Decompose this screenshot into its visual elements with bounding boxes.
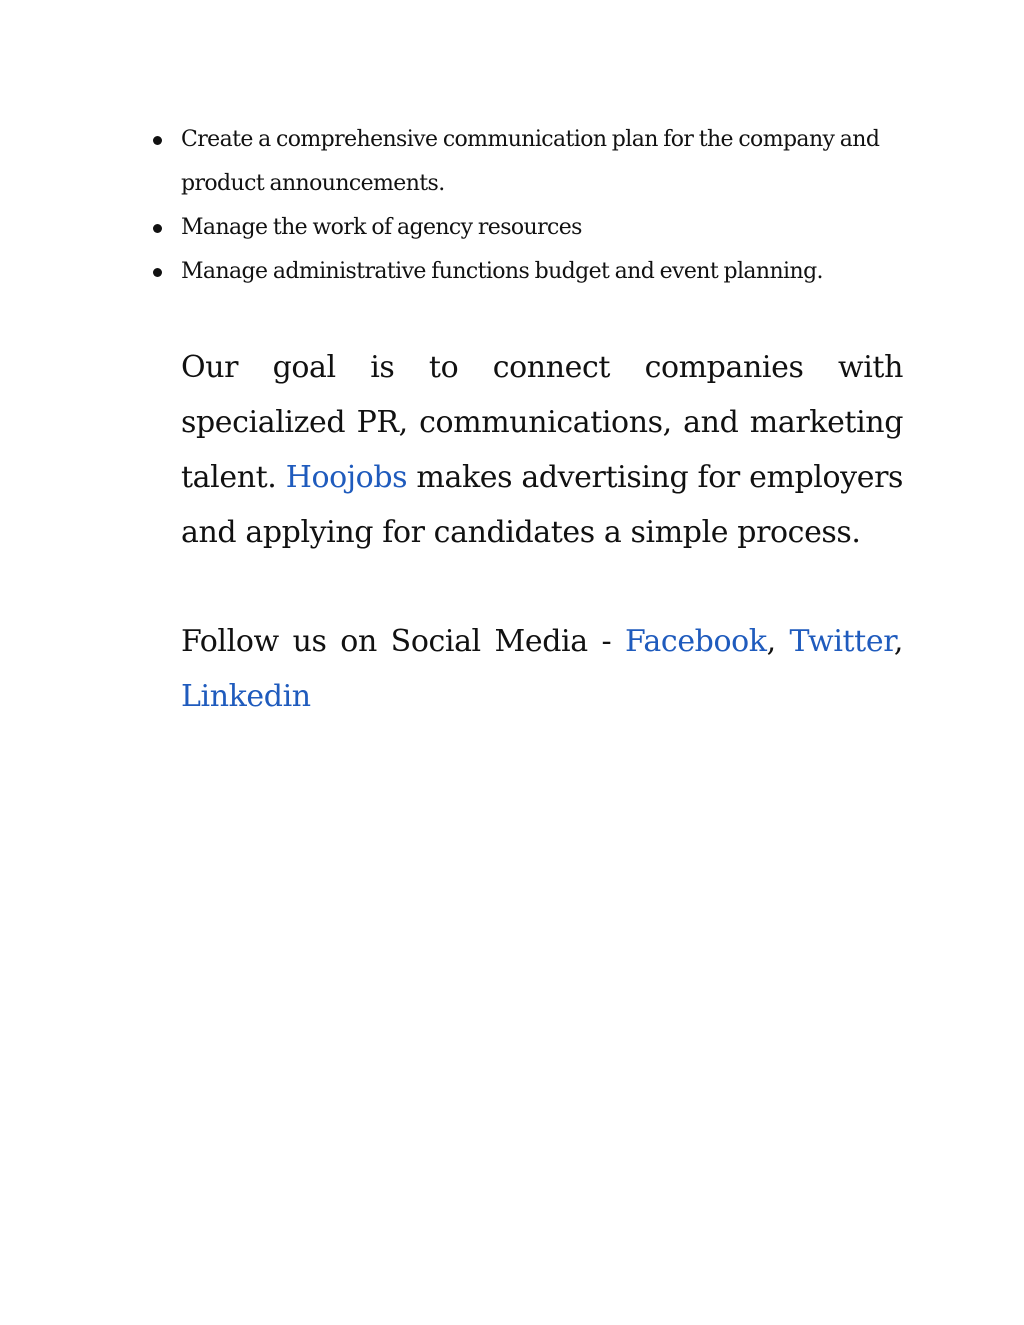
goal-text-before: Our goal is to connect companies with specialized PR, communications, and marketing talent.	[181, 350, 903, 495]
bullet-icon	[153, 268, 162, 277]
list-item	[150, 118, 910, 206]
list-item-text: Manage the work of agency resources	[181, 215, 582, 240]
linkedin-link[interactable]: Linkedin	[181, 679, 311, 714]
list-item	[150, 206, 910, 250]
twitter-link[interactable]: Twitter	[789, 624, 894, 659]
bullet-icon	[153, 136, 162, 145]
social-media-paragraph	[181, 614, 903, 724]
goal-text-after: makes advertising for employers and applying for candidates a simple process.	[181, 460, 904, 550]
list-item-text: Create a comprehensive communication plan for the company and product announcements.	[181, 127, 880, 196]
hoojobs-link[interactable]: Hoojobs	[285, 460, 408, 495]
goal-paragraph	[181, 340, 903, 560]
bullet-icon	[153, 224, 162, 233]
responsibilities-list	[150, 118, 910, 294]
list-item	[150, 250, 910, 294]
separator: ,	[766, 624, 790, 659]
separator: ,	[893, 624, 903, 659]
list-item-text: Manage administrative functions budget and event planning.	[181, 259, 823, 284]
follow-text: Follow us on Social Media -	[181, 624, 626, 659]
facebook-link[interactable]: Facebook	[625, 624, 767, 659]
